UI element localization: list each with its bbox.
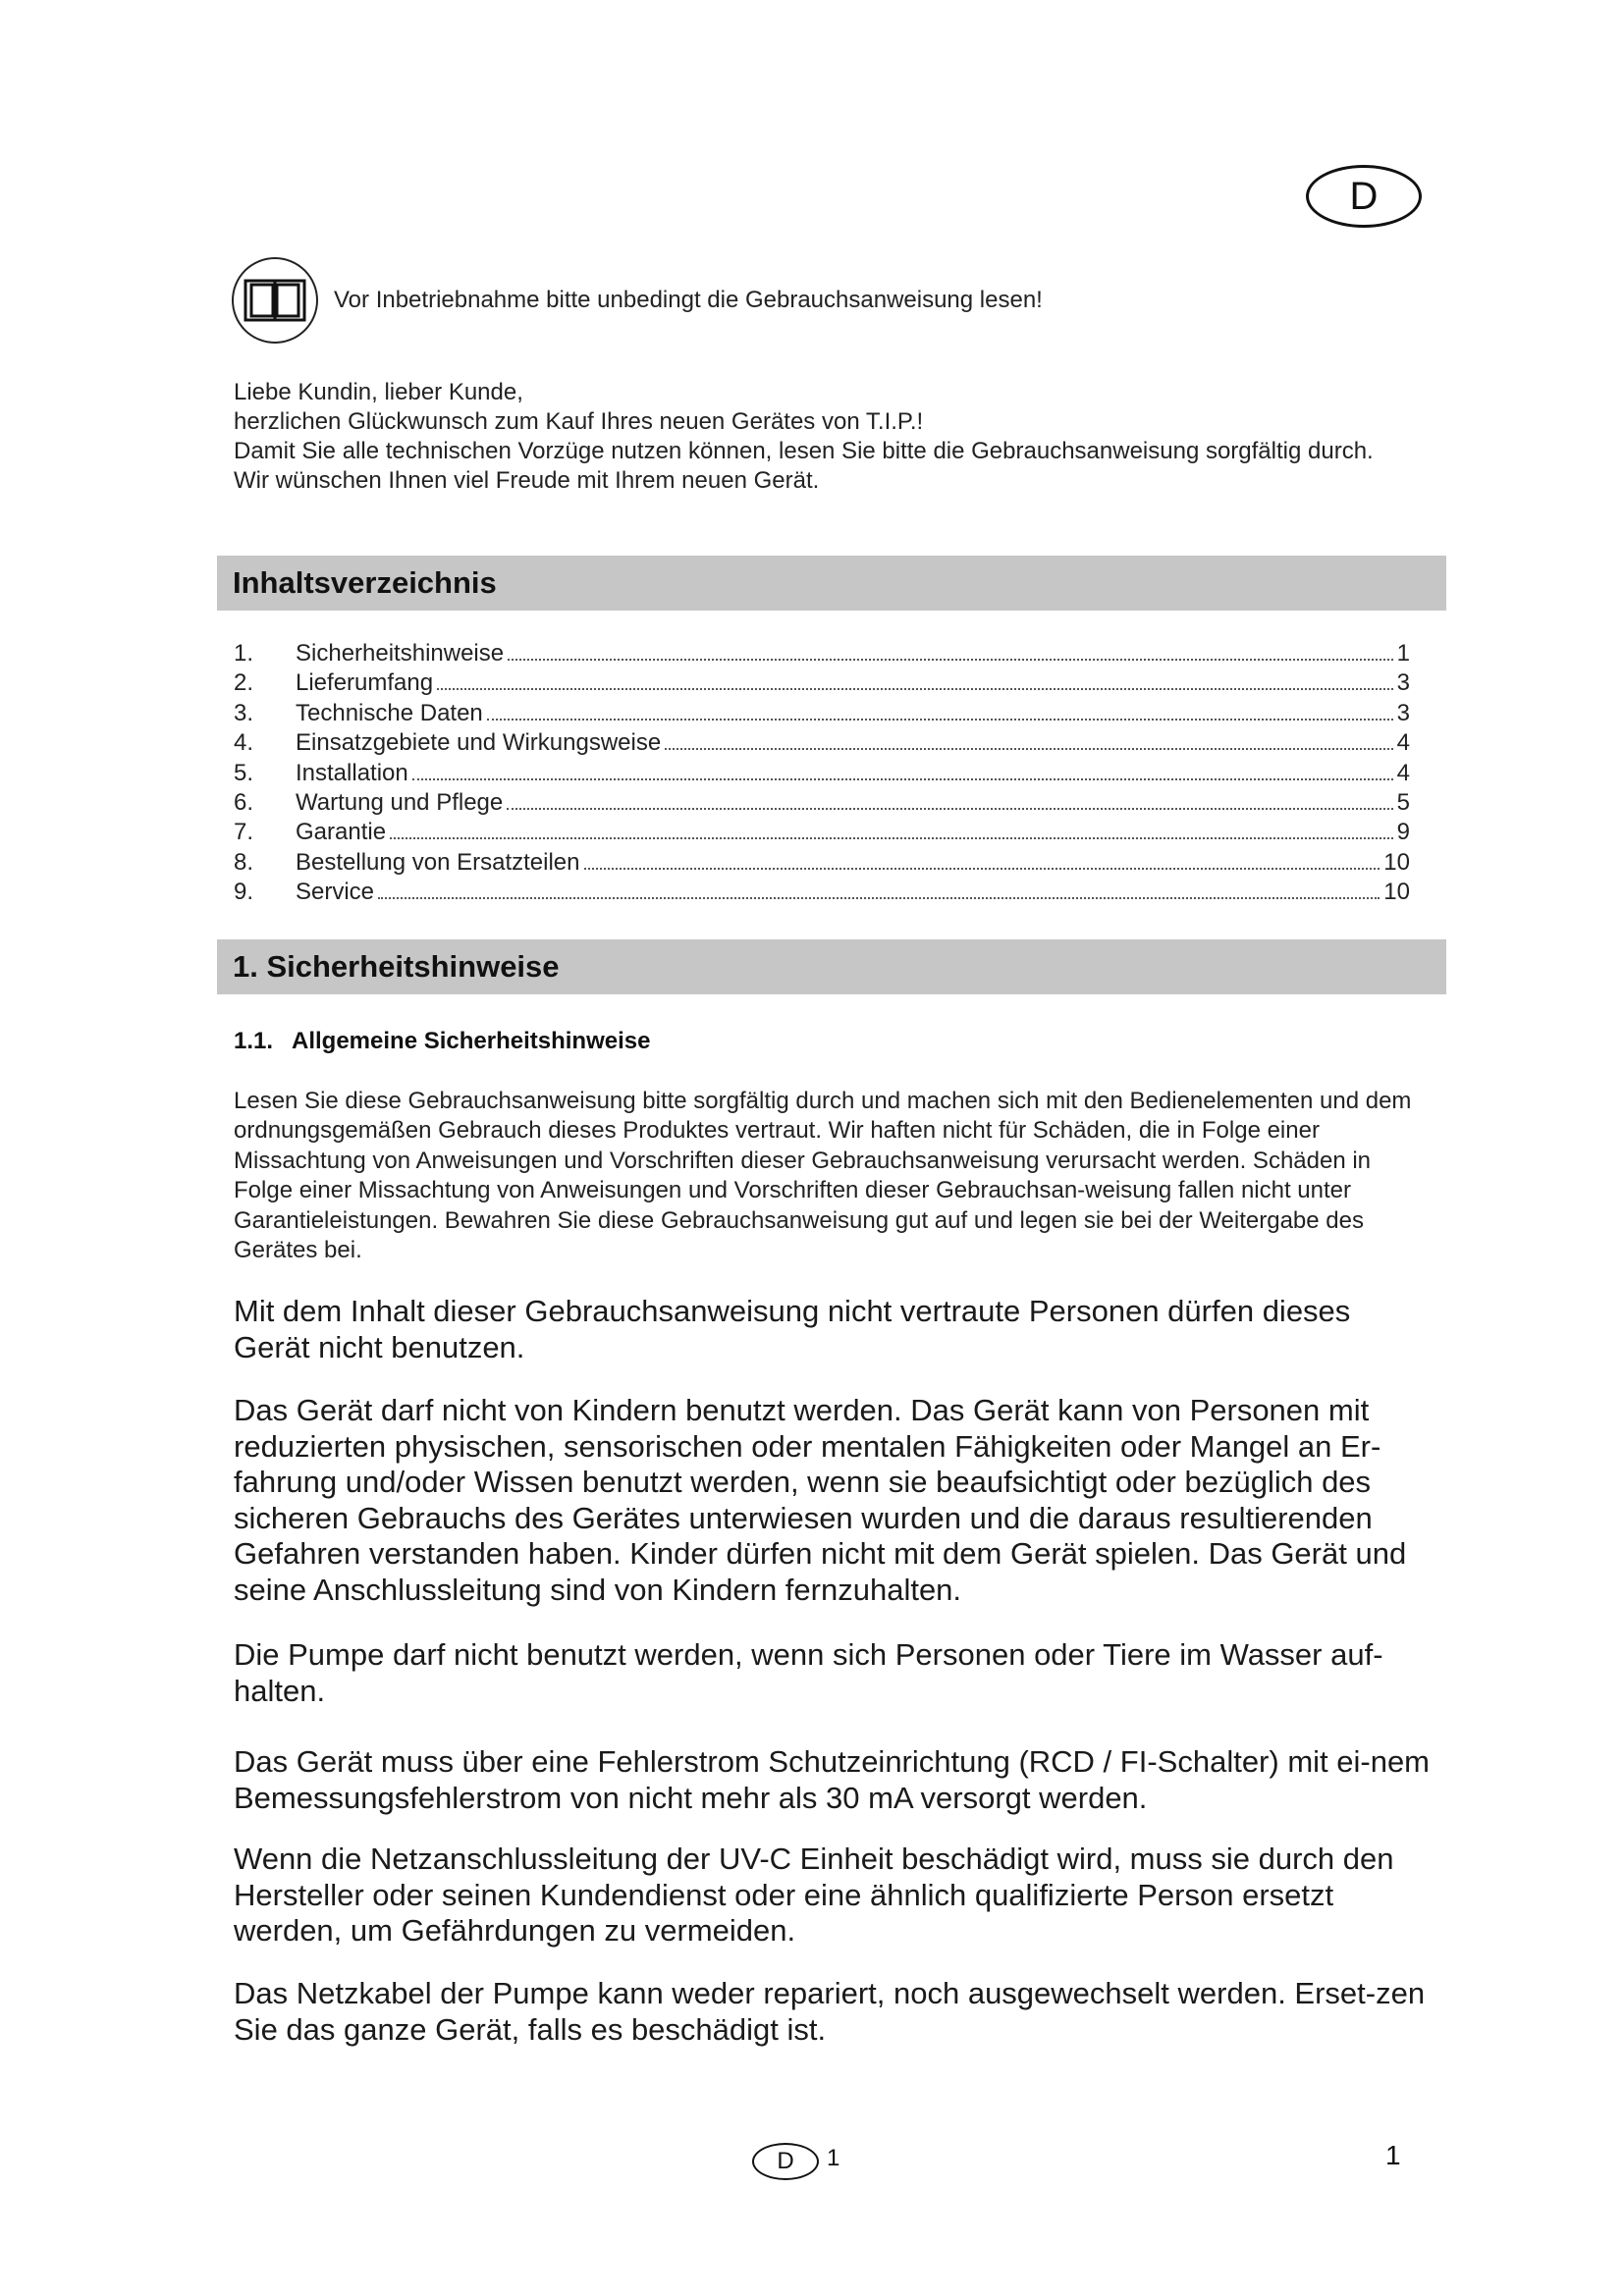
toc-item-page: 10 [1383, 848, 1410, 876]
toc-item-number: 6. [234, 788, 254, 816]
toc-item-page: 1 [1396, 640, 1410, 667]
page-number: 1 [1385, 2140, 1401, 2170]
toc-item-title: Sicherheitshinweise [296, 640, 505, 667]
safety-paragraph: Das Gerät darf nicht von Kindern benutzt werden. Das Gerät kann von Personen mit reduzierten physischen, sensorischen oder mentalen Fähigkeiten oder Mangel an Er-fahrung und/oder Wissen benutzt werden, wenn sie beaufsichtigt oder bezüglich des sicheren Gebrauchs des Gerätes unterwiesen wurden und die daraus resultierenden Gefahren verstanden haben. Kinder dürfen nicht mit dem Gerät spielen. Das Gerät und seine Anschlussleitung sind von Kindern fernzuhalten. [234, 1393, 1407, 1607]
toc-item-title: Technische Daten [296, 699, 483, 726]
read-manual-notice [232, 257, 1043, 344]
intro-line: herzlichen Glückwunsch zum Kauf Ihres neuen Gerätes von T.I.P.! [234, 408, 924, 435]
section-heading: 1. Sicherheitshinweise [217, 939, 1446, 994]
safety-paragraph: Die Pumpe darf nicht benutzt werden, wenn sich Personen oder Tiere im Wasser auf-halten. [234, 1637, 1383, 1708]
toc-item[interactable] [234, 640, 1410, 669]
toc-item-title: Service [296, 879, 375, 906]
toc-item-title: Einsatzgebiete und Wirkungsweise [296, 729, 662, 757]
toc-leader [487, 719, 1393, 721]
intro-line: Damit Sie alle technischen Vorzüge nutzen können, lesen Sie bitte die Gebrauchsanweisung sorgfältig durch. [234, 438, 1374, 464]
safety-paragraph: Wenn die Netzanschlussleitung der UV-C Einheit beschädigt wird, muss sie durch den Hersteller oder seinen Kundendienst oder eine ähnlich qualifizierte Person ersetzt werden, um Gefährdungen zu vermeiden. [234, 1842, 1394, 1948]
notice-text: Vor Inbetriebnahme bitte unbedingt die Gebrauchsanweisung lesen! [334, 287, 1043, 313]
toc-item-number: 7. [234, 819, 254, 846]
toc-item[interactable] [234, 879, 1410, 908]
subsection-heading [234, 1028, 650, 1055]
toc-item[interactable] [234, 669, 1410, 699]
toc-item-page: 3 [1396, 699, 1410, 726]
safety-paragraph: Mit dem Inhalt dieser Gebrauchsanweisung nicht vertraute Personen dürfen dieses Gerät nicht benutzen. [234, 1294, 1351, 1364]
toc-item-title: Installation [296, 759, 408, 786]
toc-item-page: 4 [1396, 759, 1410, 786]
toc-item[interactable] [234, 849, 1410, 879]
toc-leader [508, 659, 1393, 661]
toc-item-number: 8. [234, 848, 254, 876]
toc-heading: Inhaltsverzeichnis [217, 556, 1446, 611]
toc-leader [412, 778, 1393, 780]
toc-item[interactable] [234, 819, 1410, 848]
toc-item-page: 9 [1396, 819, 1410, 846]
toc-item-page: 4 [1396, 729, 1410, 757]
toc-leader [665, 748, 1392, 750]
safety-paragraph: Das Gerät muss über eine Fehlerstrom Schutzeinrichtung (RCD / FI-Schalter) mit ei-nem Bemessungsfehlerstrom von nicht mehr als 30 mA versorgt werden. [234, 1744, 1431, 1815]
toc-leader [437, 688, 1393, 690]
toc-item[interactable] [234, 760, 1410, 789]
toc-item-number: 1. [234, 640, 254, 667]
subsection-title: Allgemeine Sicherheitshinweise [292, 1028, 651, 1054]
intro-line: Liebe Kundin, lieber Kunde, [234, 379, 523, 405]
toc-item-number: 2. [234, 669, 254, 697]
toc-item-title: Wartung und Pflege [296, 788, 504, 816]
footer-country-badge: D [752, 2143, 819, 2180]
safety-paragraph: Das Netzkabel der Pumpe kann weder repariert, noch ausgewechselt werden. Erset-zen Sie das ganze Gerät, falls es beschädigt ist. [234, 1976, 1426, 2047]
toc-item[interactable] [234, 729, 1410, 759]
toc-item-page: 10 [1383, 879, 1410, 906]
toc-item-number: 4. [234, 729, 254, 757]
general-safety-paragraph: Lesen Sie diese Gebrauchsanweisung bitte sorgfältig durch und machen sich mit den Bedienelementen und dem ordnungsgemäßen Gebrauch dieses Produktes vertraut. Wir haften nicht für Schäden, die in Folge einer Missachtung von Anweisungen und Vorschriften dieser Gebrauchsanweisung verursacht werden. Schäden in Folge einer Missachtung von Anweisungen und Vorschriften dieser Gebrauchsan-weisung fallen nicht unter Garantieleistungen. Bewahren Sie diese Gebrauchsanweisung gut auf und legen sie bei der Weitergabe des Gerätes bei. [234, 1088, 1412, 1264]
toc-leader [584, 868, 1380, 870]
toc-leader [390, 837, 1393, 839]
toc-item-number: 5. [234, 759, 254, 786]
toc-leader [378, 897, 1380, 899]
toc-item-page: 3 [1396, 669, 1410, 697]
toc-item-number: 9. [234, 879, 254, 906]
country-code-badge: D [1306, 165, 1422, 228]
toc-item-title: Garantie [296, 819, 387, 846]
toc-item-title: Lieferumfang [296, 669, 434, 697]
toc-item[interactable] [234, 789, 1410, 819]
intro-text [234, 378, 1422, 496]
toc-item-page: 5 [1396, 788, 1410, 816]
toc-item[interactable] [234, 700, 1410, 729]
table-of-contents [234, 640, 1410, 909]
footer-sub-page: 1 [827, 2145, 840, 2171]
intro-line: Wir wünschen Ihnen viel Freude mit Ihrem neuen Gerät. [234, 467, 820, 494]
book-icon [232, 257, 318, 344]
toc-item-title: Bestellung von Ersatzteilen [296, 848, 580, 876]
toc-leader [507, 808, 1392, 810]
subsection-number: 1.1. [234, 1028, 274, 1054]
toc-item-number: 3. [234, 699, 254, 726]
